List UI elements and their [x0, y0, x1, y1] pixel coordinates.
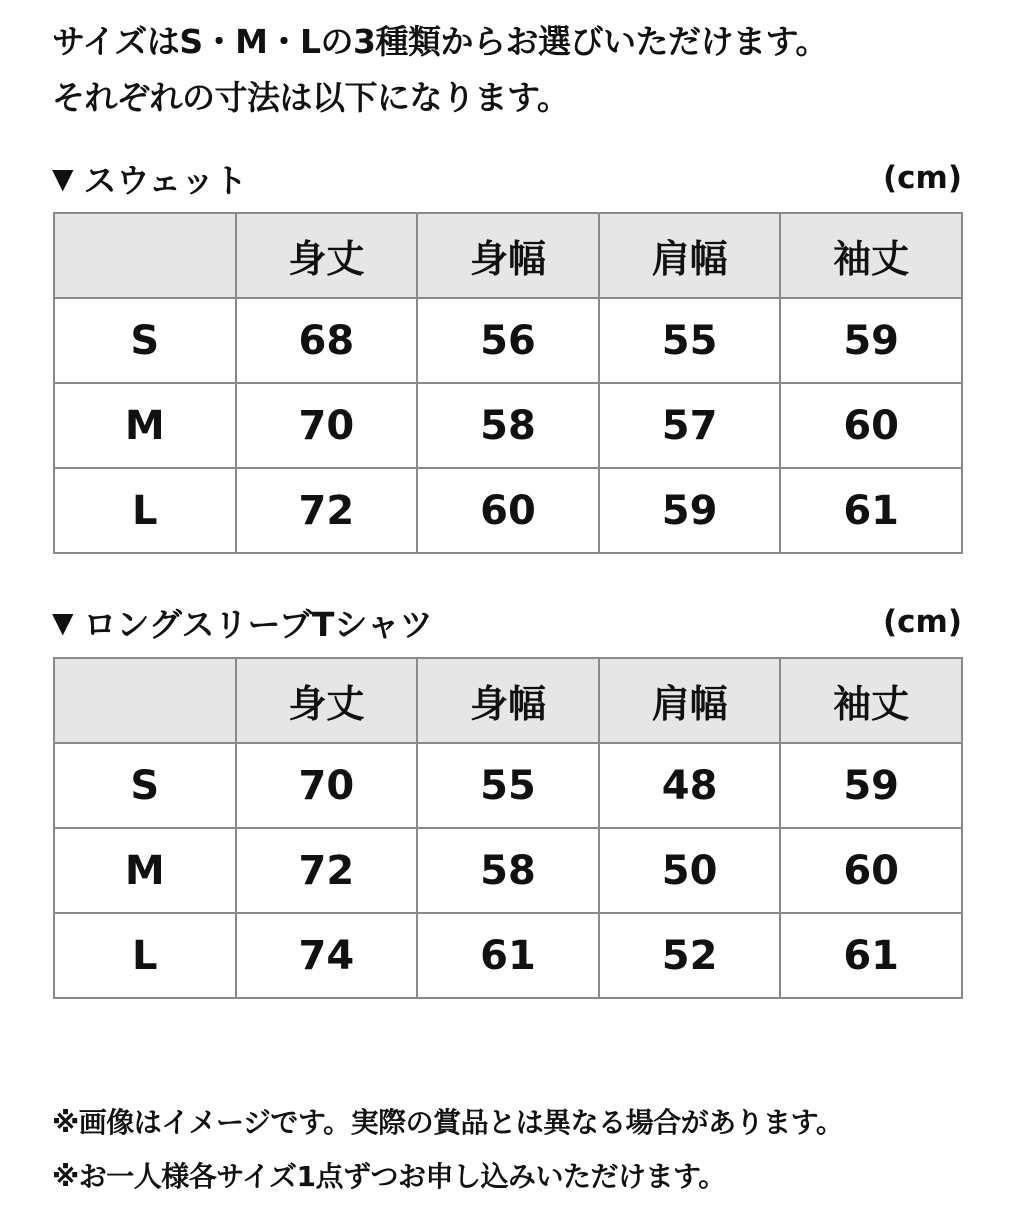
value-cell: 72	[236, 468, 418, 553]
header-cell-length: 身丈	[236, 213, 418, 298]
longsleeve-section-title: ロングスリーブTシャツ	[83, 604, 433, 644]
value-cell: 60	[780, 383, 962, 468]
table-row	[54, 383, 962, 468]
table-header-row	[54, 213, 962, 298]
triangle-down-icon: ▼	[52, 161, 74, 195]
size-label-cell: S	[54, 743, 236, 828]
notes	[52, 1096, 843, 1204]
size-label-cell: M	[54, 383, 236, 468]
table-row	[54, 468, 962, 553]
note-line-2: ※お一人様各サイズ1点ずつお申し込みいただけます。	[52, 1160, 726, 1193]
header-cell-empty	[54, 213, 236, 298]
triangle-down-icon: ▼	[52, 605, 74, 639]
sweat-size-table	[53, 212, 963, 554]
value-cell: 58	[417, 383, 599, 468]
value-cell: 59	[780, 298, 962, 383]
value-cell: 55	[599, 298, 781, 383]
value-cell: 74	[236, 913, 418, 998]
value-cell: 55	[417, 743, 599, 828]
value-cell: 56	[417, 298, 599, 383]
value-cell: 60	[780, 828, 962, 913]
header-cell-length: 身丈	[236, 658, 418, 743]
header-cell-empty	[54, 658, 236, 743]
header-cell-sleeve-length: 袖丈	[780, 658, 962, 743]
header-cell-sleeve-length: 袖丈	[780, 213, 962, 298]
value-cell: 50	[599, 828, 781, 913]
intro-line-2: それぞれの寸法は以下になります。	[52, 78, 570, 117]
value-cell: 72	[236, 828, 418, 913]
header-cell-body-width: 身幅	[417, 213, 599, 298]
value-cell: 58	[417, 828, 599, 913]
value-cell: 70	[236, 743, 418, 828]
size-label-cell: S	[54, 298, 236, 383]
value-cell: 61	[780, 468, 962, 553]
value-cell: 59	[599, 468, 781, 553]
value-cell: 57	[599, 383, 781, 468]
table-header-row	[54, 658, 962, 743]
note-line-1: ※画像はイメージです。実際の賞品とは異なる場合があります。	[52, 1106, 844, 1139]
longsleeve-section-header	[52, 597, 962, 647]
value-cell: 68	[236, 298, 418, 383]
table-row	[54, 828, 962, 913]
intro-text	[52, 14, 828, 126]
table-row	[54, 298, 962, 383]
size-label-cell: L	[54, 913, 236, 998]
longsleeve-unit-label: (cm)	[882, 604, 962, 640]
size-label-cell: M	[54, 828, 236, 913]
header-cell-shoulder-width: 肩幅	[599, 658, 781, 743]
value-cell: 70	[236, 383, 418, 468]
value-cell: 61	[417, 913, 599, 998]
value-cell: 61	[780, 913, 962, 998]
size-label-cell: L	[54, 468, 236, 553]
table-row	[54, 913, 962, 998]
value-cell: 48	[599, 743, 781, 828]
value-cell: 60	[417, 468, 599, 553]
sweat-section-title: スウェット	[83, 160, 248, 200]
value-cell: 59	[780, 743, 962, 828]
table-row	[54, 743, 962, 828]
intro-line-1: サイズはS・M・Lの3種類からお選びいただけます。	[52, 22, 828, 61]
value-cell: 52	[599, 913, 781, 998]
header-cell-body-width: 身幅	[417, 658, 599, 743]
header-cell-shoulder-width: 肩幅	[599, 213, 781, 298]
sweat-unit-label: (cm)	[882, 160, 962, 196]
longsleeve-size-table	[53, 657, 963, 999]
sweat-section-header	[52, 153, 962, 203]
